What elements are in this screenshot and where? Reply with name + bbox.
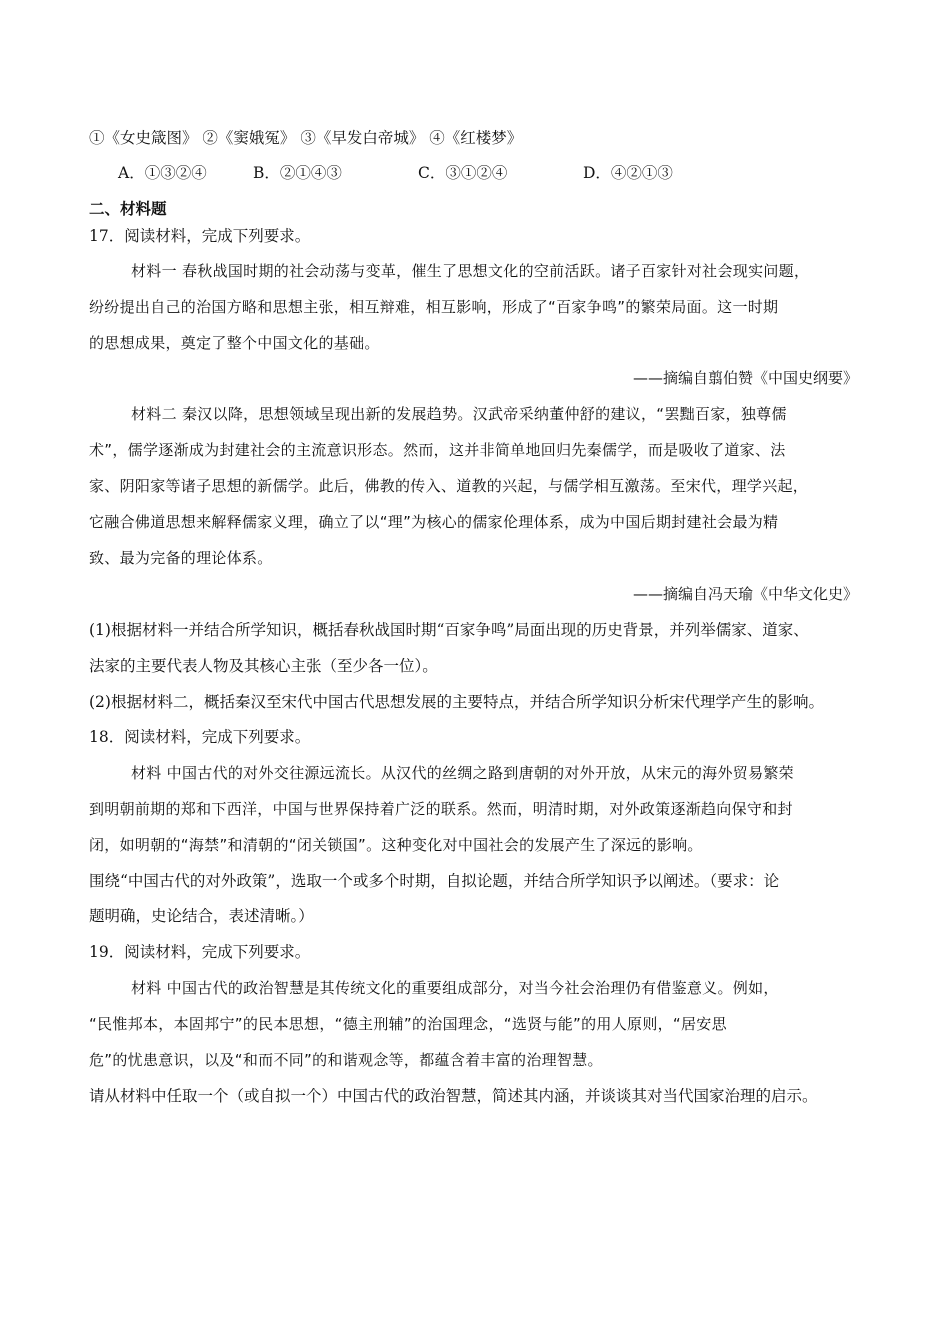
q19-material-line: “民惟邦本，本固邦宁”的民本思想，“德主刑辅”的治国理念，“选贤与能”的用人原则，“居安思 xyxy=(89,1015,727,1033)
q18-material-line: 到明朝前期的郑和下西洋，中国与世界保持着广泛的联系。然而，明清时期，对外政策逐渐趋向保守和封 xyxy=(89,800,793,818)
q17-sub1-line: 法家的主要代表人物及其核心主张（至少各一位）。 xyxy=(89,657,438,675)
q17-m1-line: 的思想成果，奠定了整个中国文化的基础。 xyxy=(89,334,380,352)
q19-question: 请从材料中任取一个（或自拟一个）中国古代的政治智慧，简述其内涵，并谈谈其对当代国家治理的启示。 xyxy=(89,1087,818,1105)
q17-m2-line: 家、阴阳家等诸子思想的新儒学。此后，佛教的传入、道教的兴起，与儒学相互激荡。至宋代，理学兴起， xyxy=(89,477,809,495)
q17-m1-line: 纷纷提出自己的治国方略和思想主张，相互辩难，相互影响，形成了“百家争鸣”的繁荣局面。这一时期 xyxy=(89,298,779,316)
q17-m2-line: 术”，儒学逐渐成为封建社会的主流意识形态。然而，这并非简单地回归先秦儒学，而是吸收了道家、法 xyxy=(89,441,786,459)
option-b: B．②①④③ xyxy=(253,164,342,182)
q17-sub2: (2)根据材料二，概括秦汉至宋代中国古代思想发展的主要特点，并结合所学知识分析宋代理学产生的影响。 xyxy=(89,693,824,711)
option-d: D．④②①③ xyxy=(583,164,673,182)
q17-sub1-line: (1)根据材料一并结合所学知识，概括春秋战国时期“百家争鸣”局面出现的历史背景，并列举儒家、道家、 xyxy=(89,621,809,639)
q17-m1-source: ——摘编自翦伯赞《中国史纲要》 xyxy=(632,369,858,387)
q18-question-line: 围绕“中国古代的对外政策”，选取一个或多个时期，自拟论题，并结合所学知识予以阐述。（要求：论 xyxy=(89,872,780,890)
q19-material-line: 材料 中国古代的政治智慧是其传统文化的重要组成部分，对当今社会治理仍有借鉴意义。例如， xyxy=(131,979,779,997)
q19-stem: 19．阅读材料，完成下列要求。 xyxy=(89,943,311,961)
section-title: 二、材料题 xyxy=(89,199,167,218)
q18-stem: 18．阅读材料，完成下列要求。 xyxy=(89,728,311,746)
q16-items: ①《女史箴图》 ②《窦娥冤》 ③《早发白帝城》 ④《红楼梦》 xyxy=(89,129,523,147)
q18-material-line: 材料 中国古代的对外交往源远流长。从汉代的丝绸之路到唐朝的对外开放，从宋元的海外贸易繁荣 xyxy=(131,764,794,782)
q17-m2-source: ——摘编自冯天瑜《中华文化史》 xyxy=(632,585,858,603)
q18-question-line: 题明确，史论结合，表述清晰。） xyxy=(89,907,314,925)
q17-m1-line: 材料一 春秋战国时期的社会动荡与变革，催生了思想文化的空前活跃。诸子百家针对社会现实问题， xyxy=(131,262,810,280)
q18-material-line: 闭，如明朝的“海禁”和清朝的“闭关锁国”。这种变化对中国社会的发展产生了深远的影响。 xyxy=(89,836,703,854)
q17-m2-line: 它融合佛道思想来解释儒家义理，确立了以“理”为核心的儒家伦理体系，成为中国后期封建社会最为精 xyxy=(89,513,779,531)
q19-material-line: 危”的忧患意识，以及“和而不同”的和谐观念等，都蕴含着丰富的治理智慧。 xyxy=(89,1051,603,1069)
option-a: A．①③②④ xyxy=(118,164,207,182)
q17-m2-line: 致、最为完备的理论体系。 xyxy=(89,549,273,567)
q17-m2-line: 材料二 秦汉以降，思想领域呈现出新的发展趋势。汉武帝采纳董仲舒的建议，“罢黜百家，独尊儒 xyxy=(131,405,787,423)
q17-stem: 17．阅读材料，完成下列要求。 xyxy=(89,227,311,245)
option-c: C．③①②④ xyxy=(418,164,508,182)
